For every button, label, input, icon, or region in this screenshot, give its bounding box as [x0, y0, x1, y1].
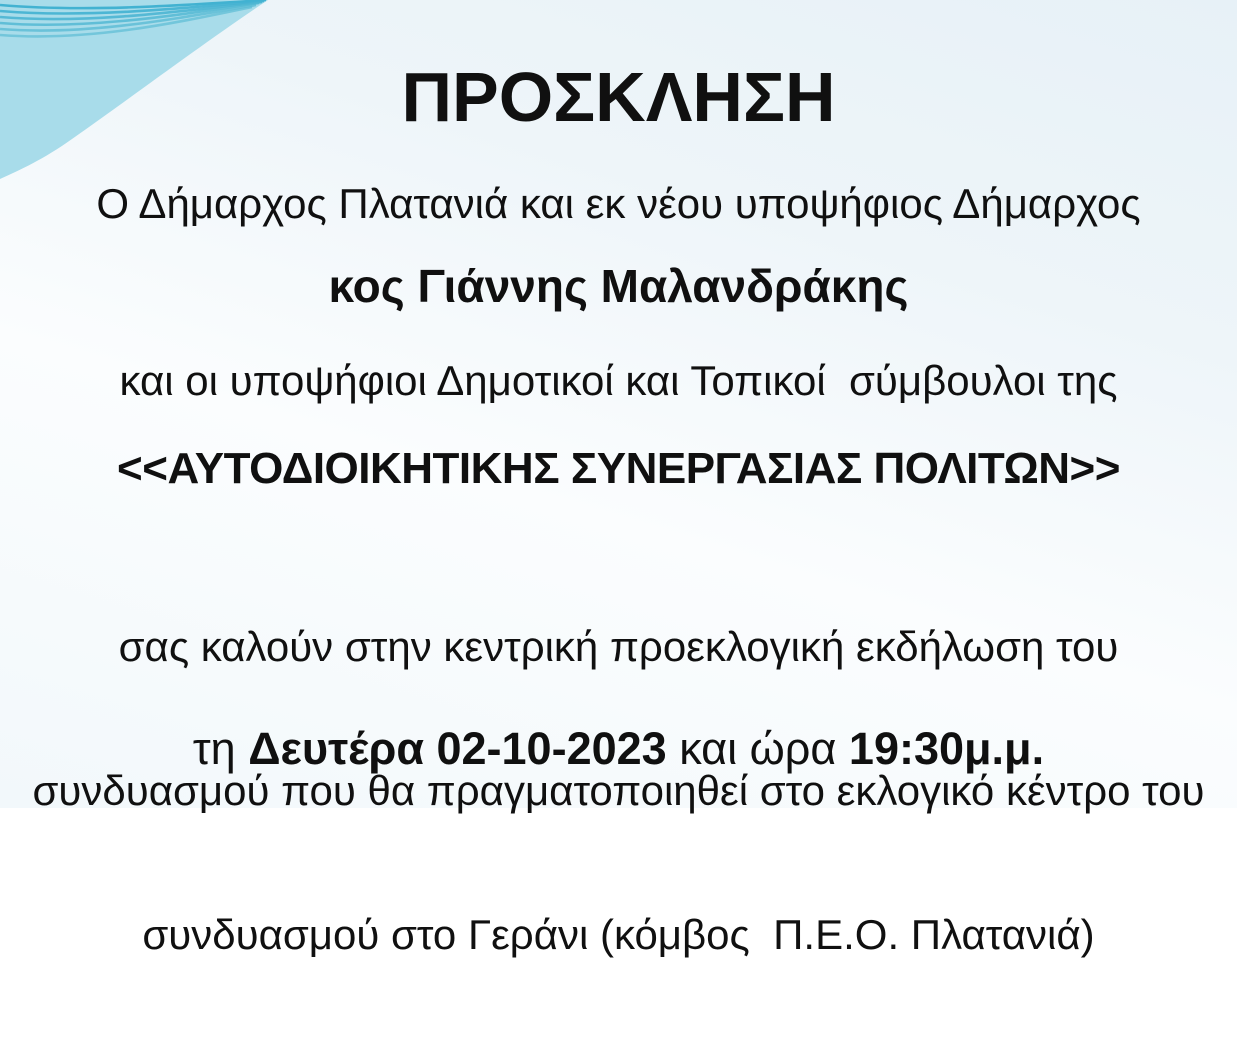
event-description [0, 533, 1237, 1049]
event-description-line-3: συνδυασμού στο Γεράνι (κόμβος Π.Ε.Ο. Πλατανιά) [142, 911, 1095, 958]
party-name: <<ΑΥΤΟΔΙΟΙΚΗΤΙΚΗΣ ΣΥΝΕΡΓΑΣΙΑΣ ΠΟΛΙΤΩΝ>> [117, 444, 1120, 493]
intro-line: Ο Δήμαρχος Πλατανιά και εκ νέου υποψήφιος Δήμαρχος [96, 180, 1141, 227]
datetime-middle: και ώρα [666, 723, 849, 774]
datetime-prefix: τη [192, 723, 249, 774]
councilors-line: και οι υποψήφιοι Δημοτικοί και Τοπικοί σύμβουλοι της [119, 357, 1118, 404]
candidate-name: κος Γιάννης Μαλανδράκης [328, 260, 909, 312]
page-title: ΠΡΟΣΚΛΗΣΗ [401, 58, 836, 136]
event-datetime-line [0, 723, 1237, 774]
event-date: Δευτέρα 02-10-2023 [248, 723, 667, 774]
event-description-line-1: σας καλούν στην κεντρική προεκλογική εκδήλωση του [118, 623, 1119, 670]
event-time: 19:30μ.μ. [848, 723, 1045, 774]
event-description-line-2: συνδυασμού που θα πραγματοποιηθεί στο εκλογικό κέντρο του [32, 767, 1205, 814]
